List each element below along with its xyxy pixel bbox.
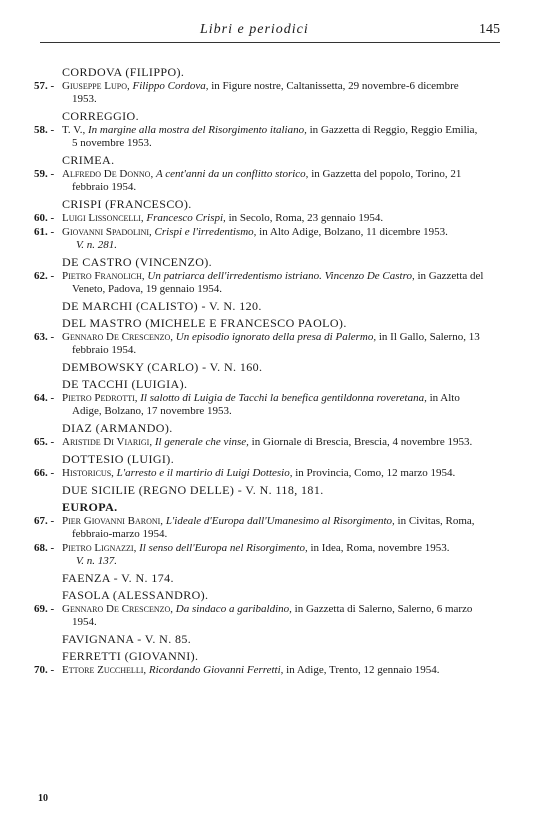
entry-author: T. V.,	[62, 124, 88, 136]
bibliography-entry	[34, 603, 484, 629]
bibliography-entry	[34, 542, 484, 555]
entry-source: in Provincia, Como, 12 marzo 1954.	[295, 467, 456, 479]
entry-number: 64. -	[34, 392, 55, 404]
subject-heading: CORREGGIO.	[62, 109, 140, 123]
subject-heading: FAVIGNANA - V. N. 85.	[62, 632, 192, 646]
subject-heading: DEMBOWSKY (CARLO) - V. N. 160.	[62, 360, 263, 374]
bibliography-entry	[34, 80, 484, 106]
bibliography-entry	[34, 124, 484, 150]
entry-number: 68. -	[34, 542, 55, 554]
entry-source: in Alto Adige, Bolzano, 17 novembre 1953.	[72, 392, 460, 417]
entry-title: In margine alla mostra del Risorgimento italiano,	[87, 124, 310, 136]
subject-heading: DE MARCHI (CALISTO) - V. N. 120.	[62, 299, 262, 313]
entry-source: in Secolo, Roma, 23 gennaio 1954.	[228, 212, 384, 224]
entry-title: Da sindaco a garibaldino,	[175, 603, 295, 615]
entry-author: Historicus,	[62, 467, 117, 479]
entry-source: in Gazzetta di Salerno, Salerno, 6 marzo 1954.	[72, 603, 473, 628]
running-title: Libri e periodici	[200, 22, 309, 37]
subject-heading: CRISPI (FRANCESCO).	[62, 197, 192, 211]
entry-number: 61. -	[34, 226, 55, 238]
entry-author: Pietro Franolich,	[62, 270, 148, 282]
entry-title: Ricordando Giovanni Ferretti,	[148, 664, 287, 676]
entry-number: 69. -	[34, 603, 55, 615]
entry-title: Un episodio ignorato della presa di Palermo,	[175, 331, 379, 343]
entry-author: Giuseppe Lupo,	[62, 80, 133, 92]
entry-source: in Gazzetta del Veneto, Padova, 19 gennaio 1954.	[72, 270, 484, 295]
entry-title: Il salotto di Luigia de Tacchi la benefica gentildonna roveretana,	[140, 392, 430, 404]
entry-title: L'arresto e il martirio di Luigi Dottesio,	[116, 467, 296, 479]
entry-source: in Il Gallo, Salerno, 13 febbraio 1954.	[72, 331, 480, 356]
entry-author: Alfredo De Donno,	[62, 168, 156, 180]
entry-number: 70. -	[34, 664, 55, 676]
bibliography-entry	[34, 436, 484, 449]
bibliography-entry	[34, 467, 484, 480]
entry-title: Il senso dell'Europa nel Risorgimento,	[139, 542, 311, 554]
subject-heading: CRIMEA.	[62, 153, 115, 167]
bibliography-entry	[34, 168, 484, 194]
entry-number: 57. -	[34, 80, 55, 92]
entry-number: 63. -	[34, 331, 55, 343]
entry-source: in Adige, Trento, 12 gennaio 1954.	[286, 664, 440, 676]
entry-number: 65. -	[34, 436, 55, 448]
bibliography-entry	[34, 392, 484, 418]
subject-heading: DE CASTRO (VINCENZO).	[62, 255, 213, 269]
entry-title: Un patriarca dell'irredentismo istriano. Vincenzo De Castro,	[147, 270, 418, 282]
subject-heading: EUROPA.	[62, 500, 118, 514]
entry-source: in Giornale di Brescia, Brescia, 4 novembre 1953.	[251, 436, 473, 448]
entry-author: Pietro Pedrotti,	[62, 392, 141, 404]
subject-heading: DE TACCHI (LUIGIA).	[62, 377, 188, 391]
entry-title: Crispi e l'irredentismo,	[154, 226, 260, 238]
entry-author: Ettore Zucchelli,	[62, 664, 149, 676]
subject-heading: FAENZA - V. N. 174.	[62, 571, 174, 585]
entry-number: 60. -	[34, 212, 55, 224]
bibliography-entry	[34, 226, 484, 239]
subject-heading: DEL MASTRO (MICHELE E FRANCESCO PAOLO).	[62, 316, 347, 330]
entry-title: Francesco Crispi,	[146, 212, 229, 224]
subject-heading: FERRETTI (GIOVANNI).	[62, 649, 199, 663]
entry-title: Filippo Cordova,	[132, 80, 212, 92]
entry-source: in Figure nostre, Caltanissetta, 29 novembre-6 dicembre 1953.	[72, 80, 459, 105]
entry-source: in Gazzetta di Reggio, Reggio Emilia, 5 novembre 1953.	[72, 124, 478, 149]
bibliography-entry	[34, 270, 484, 296]
entry-number: 67. -	[34, 515, 55, 527]
entry-source: in Idea, Roma, novembre 1953.	[310, 542, 450, 554]
bibliography-entry	[34, 331, 484, 357]
bibliography-entry	[34, 515, 484, 541]
entry-number: 58. -	[34, 124, 55, 136]
entry-source: in Alto Adige, Bolzano, 11 dicembre 1953.	[259, 226, 448, 238]
bibliography-entry	[34, 212, 484, 225]
entry-author: Gennaro De Crescenzo,	[62, 331, 176, 343]
subject-heading: DUE SICILIE (REGNO DELLE) - V. N. 118, 181.	[62, 483, 324, 497]
subject-heading: FASOLA (ALESSANDRO).	[62, 588, 209, 602]
entry-source: in Civitas, Roma, febbraio-marzo 1954.	[72, 515, 475, 540]
bibliography-entry	[34, 664, 484, 677]
entry-title: A cent'anni da un conflitto storico,	[155, 168, 312, 180]
entry-title: Il generale che vinse,	[154, 436, 252, 448]
entry-author: Pier Giovanni Baroni,	[62, 515, 166, 527]
cross-reference: V. n. 137.	[76, 555, 118, 567]
entry-author: Aristide Di Viarigi,	[62, 436, 155, 448]
entry-number: 66. -	[34, 467, 55, 479]
signature-mark: 10	[38, 793, 48, 804]
entry-author: Gennaro De Crescenzo,	[62, 603, 176, 615]
bibliography-list	[34, 62, 484, 677]
entry-number: 62. -	[34, 270, 55, 282]
entry-title: L'ideale d'Europa dall'Umanesimo al Risorgimento,	[165, 515, 398, 527]
entry-number: 59. -	[34, 168, 55, 180]
entry-author: Giovanni Spadolini,	[62, 226, 155, 238]
entry-author: Pietro Lignazzi,	[62, 542, 140, 554]
page-header	[40, 20, 500, 43]
entry-source: in Gazzetta del popolo, Torino, 21 febbraio 1954.	[72, 168, 462, 193]
subject-heading: DIAZ (ARMANDO).	[62, 421, 173, 435]
subject-heading: DOTTESIO (LUIGI).	[62, 452, 175, 466]
cross-reference: V. n. 281.	[76, 239, 118, 251]
entry-author: Luigi Lissoncelli,	[62, 212, 147, 224]
subject-heading: CORDOVA (FILIPPO).	[62, 65, 185, 79]
page-number: 145	[479, 22, 500, 37]
